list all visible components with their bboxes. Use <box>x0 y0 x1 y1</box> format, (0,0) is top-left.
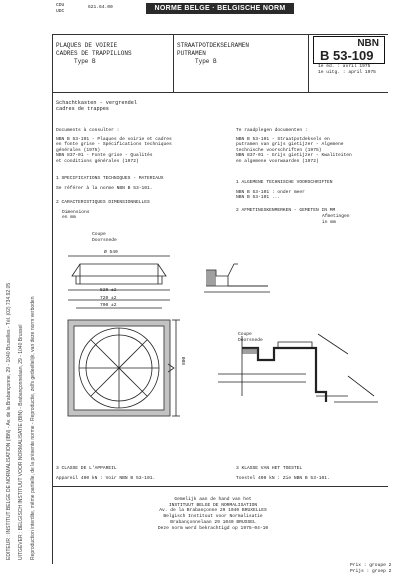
nbn-label: NBN <box>357 38 379 49</box>
nl-title-1: STRAATPOTDEKSELRAMEN <box>177 42 250 49</box>
cdu-label: CDU <box>56 3 65 8</box>
coupe-nl: Doorsnede <box>92 237 117 243</box>
dim-side: 800 <box>182 356 187 365</box>
dim-top: Ø 540 <box>104 250 118 255</box>
edition-dates <box>318 64 376 75</box>
left-documents-title: Documents à consulter : <box>56 128 120 133</box>
date-nl: 1e uitg. : april 1975 <box>318 69 376 75</box>
left-title-2: cadres de trappes <box>56 106 109 112</box>
left-coupe-label <box>92 232 117 243</box>
right-doc-line: NBN B 53-101 - Straatpotdeksels en <box>236 136 330 142</box>
right-doc-line: NBN 837-01 - Grijs gietijzer - Kwaliteiten <box>236 153 352 159</box>
prijs-nl: Prijs : groep 2 <box>350 568 392 574</box>
coupe-nl: Doorsnede <box>238 337 263 343</box>
left-doc-line: en fonte grise - Spécifications techniques <box>56 142 172 148</box>
header-dutch <box>177 42 295 66</box>
right-section-1-title: 1 ALGEMENE TECHNISCHE VOORSCHRIFTEN <box>236 180 333 185</box>
right-section-1-text-1: NBN B 53-101 : onder meer <box>236 189 305 195</box>
date-fr: 1e éd. : avril 1975 <box>318 64 371 69</box>
norm-banner: NORME BELGE · BELGISCHE NORM <box>146 3 294 14</box>
left-title-1: Schachtkasten - vergrendel <box>56 100 137 106</box>
left-dim-label: Dimensions <box>62 209 90 215</box>
left-doc-line: NBN 837-01 - Fonte grise - Qualités <box>56 153 153 159</box>
nl-title-2: PUTRAMEN <box>177 50 206 57</box>
left-rule <box>52 34 53 564</box>
footer-rule <box>52 486 388 487</box>
approval-stamp <box>118 497 308 531</box>
left-section-3-text: Appareil 400 kN : Voir NBN B 53-101. <box>56 475 156 481</box>
right-documents-title: Te raadplegen documenten : <box>236 128 308 133</box>
left-dim-unit: en mm <box>62 215 76 221</box>
left-documents <box>56 128 172 165</box>
nl-type: Type B <box>195 58 217 65</box>
right-section-3 <box>236 466 330 481</box>
fr-title-2: CADRES DE TRAPPILLONS <box>56 50 132 57</box>
right-doc-line: technische voorschriften (1975) <box>236 147 322 153</box>
right-dim-note <box>322 214 350 225</box>
stamp-line: INSTITUUT BELGE DE NORMALISATION <box>168 502 258 508</box>
fr-title-1: PLAQUES DE VOIRIE <box>56 42 118 49</box>
stamp-line: Deze norm werd bekrachtigd op 1975-04-10 <box>157 525 269 531</box>
right-dim-label: Afmetingen <box>322 214 350 219</box>
left-doc-line: générales (1975) <box>56 147 101 153</box>
right-detail-drawing <box>198 256 388 426</box>
coupe-fr: Coupe <box>92 232 106 237</box>
stamp-line: Av. de la Brabançonne 29 1040 BRUXELLES <box>159 508 267 514</box>
stamp-line: Gemelijk aan de hand van het <box>174 497 252 502</box>
header-french <box>56 42 172 66</box>
right-section-1-text-2: NBN B 53-101 ... <box>236 195 281 201</box>
left-section-3 <box>56 466 155 481</box>
right-documents <box>236 128 352 165</box>
sidebar-line-2: UITGEVER : BELGISCH INSTITUUT VOOR NORMALISATIE (BIN) - Brabançonnelaan, 29 - 1040 Brussel <box>18 324 24 560</box>
prix-fr: Prix : groupe 2 <box>350 563 392 568</box>
corner-cdu <box>56 3 64 14</box>
norm-number: B 53-109 <box>320 48 374 63</box>
sidebar-line-3: Reproduction interdite, même partielle, de la présente norme - Reproductie, zelfs gedeeltelijk, van deze norm verboden <box>30 296 36 560</box>
left-title <box>56 100 137 112</box>
coupe-fr: Coupe <box>238 332 252 337</box>
udc-code: 621.64.00 <box>88 5 113 10</box>
right-section-3-text: Toestel 400 kN : Zie NBN B 53-101. <box>236 475 330 481</box>
right-section-3-title: 3 KLASSE VAN HET TOESTEL <box>236 466 303 471</box>
right-section-1 <box>236 180 333 201</box>
header-divider-2 <box>308 34 309 92</box>
header-rule <box>52 92 388 93</box>
right-coupe-label <box>238 332 263 343</box>
left-section-3-title: 3 CLASSE DE L'APPAREIL <box>56 466 117 471</box>
dim-width-2: 700 ±2 <box>100 303 117 308</box>
right-section-2 <box>236 208 335 214</box>
dim-width-1: 720 ±2 <box>100 296 117 301</box>
sidebar-publisher <box>2 40 50 565</box>
right-doc-line: en algemene voorwaarden (1972) <box>236 158 319 164</box>
udc-label: UDC <box>56 8 65 14</box>
sidebar-line-1: EDITEUR : INSTITUT BELGE DE NORMALISATION (IBN) - Av. de la Brabançonne, 29 - 1040 Bruxelles - Tél. (02) 734.92.05 <box>6 282 12 560</box>
left-frame-drawing <box>58 228 188 468</box>
right-section-2-title: 2 AFMETINGSKENMERKEN - GEMETEN IN MM <box>236 208 336 213</box>
left-section-1 <box>56 176 164 191</box>
left-section-2 <box>56 200 150 221</box>
stamp-line: Belgisch Instituut voor Normalisatie <box>163 514 263 520</box>
top-rule <box>52 34 388 35</box>
right-dim-unit: in mm <box>322 219 336 225</box>
left-doc-line: et conditions générales (1972) <box>56 158 139 164</box>
norm-number-box <box>313 36 385 64</box>
dim-under: 520 ±2 <box>100 288 117 293</box>
header-divider-1 <box>173 34 174 92</box>
left-section-1-text: Se référer à la norme NBN B 53-101. <box>56 185 153 191</box>
fr-type: Type B <box>74 58 96 65</box>
price-group <box>350 563 391 574</box>
stamp-line: Brabançonnelaan 29 1040 BRUSSEL <box>170 519 256 525</box>
left-doc-line: NBN B 53-101 - Plaques de voirie et cadres <box>56 136 172 142</box>
right-doc-line: putramen van grijs gietijzer - Algemene <box>236 142 344 148</box>
left-section-1-title: 1 SPECIFICATIONS TECHNIQUES - MATERIAUX <box>56 176 164 181</box>
left-section-2-title: 2 CARACTERISTIQUES DIMENSIONNELLES <box>56 200 150 205</box>
